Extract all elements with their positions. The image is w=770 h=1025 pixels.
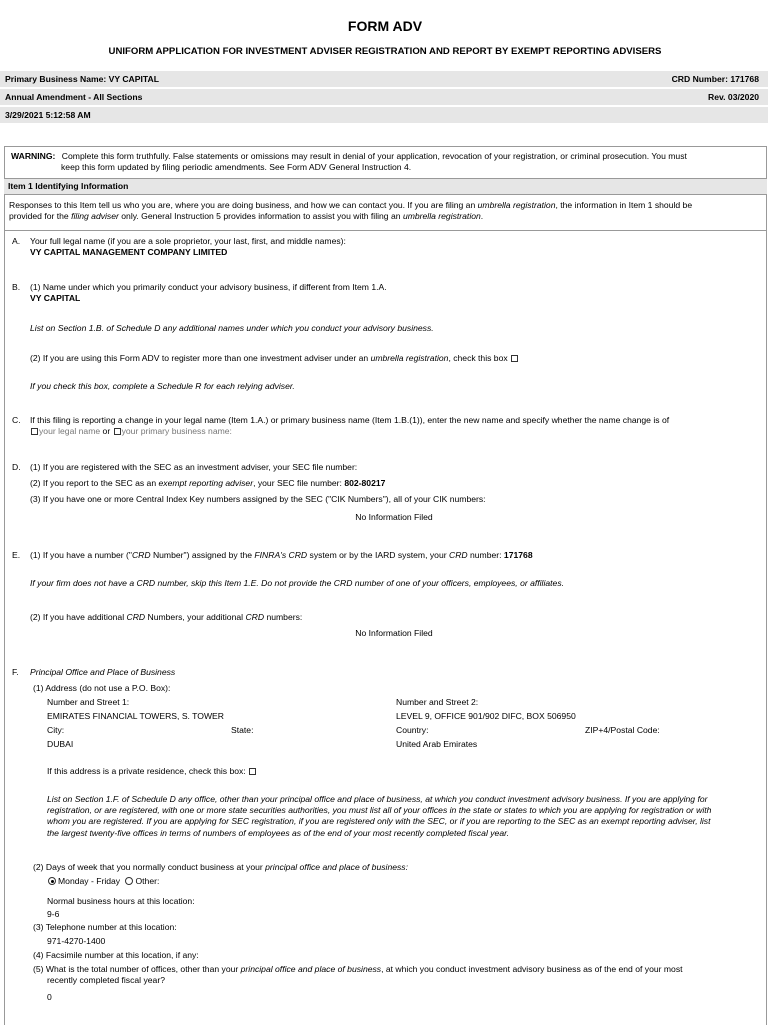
item-f5-text: , at which you conduct investment advisory business as of the end of your most bbox=[381, 964, 683, 974]
item1-intro bbox=[9, 200, 761, 222]
intro-text: Responses to this Item tell us who you are, where you are doing business, and how we can contact you. If you are filing an bbox=[9, 200, 478, 210]
item-f-letter: F. bbox=[12, 667, 19, 677]
item-f5-text-italic: principal office and place of business bbox=[240, 964, 382, 974]
item-e1-text-italic: FINRA's CRD bbox=[254, 550, 308, 560]
item-f-note-line: the largest twenty-five offices in terms of numbers of employees as of the end of your most recently completed fiscal year. bbox=[47, 827, 510, 838]
primary-name-change-checkbox[interactable] bbox=[114, 428, 121, 435]
office-count-value: 0 bbox=[47, 992, 52, 1002]
item-e2-text-italic: CRD bbox=[126, 612, 146, 622]
item-e-letter: E. bbox=[12, 550, 21, 560]
item-e2-text: numbers: bbox=[264, 612, 303, 622]
other-days-radio[interactable] bbox=[125, 877, 133, 885]
item-b1-question: (1) Name under which you primarily conduct your advisory business, if different from Item 1.A. bbox=[30, 282, 387, 292]
form-revision: Rev. 03/2020 bbox=[708, 92, 759, 102]
country-label: Country: bbox=[396, 725, 429, 735]
item-b2-note: If you check this box, complete a Schedule R for each relying adviser. bbox=[30, 381, 295, 391]
item-e1-text: number: bbox=[467, 550, 504, 560]
item-f5-text: recently completed fiscal year? bbox=[47, 975, 165, 986]
street2-label: Number and Street 2: bbox=[396, 697, 479, 707]
legal-name-option-label: your legal name bbox=[39, 426, 101, 437]
item-b-note: List on Section 1.B. of Schedule D any additional names under which you conduct your advisory business. bbox=[30, 323, 434, 333]
item-b2-text: , check this box bbox=[448, 353, 508, 363]
intro-text: , the information in Item 1 should be bbox=[555, 200, 693, 210]
item-f1-question: (1) Address (do not use a P.O. Box): bbox=[33, 683, 171, 693]
street1-label: Number and Street 1: bbox=[47, 697, 130, 707]
item-f-note bbox=[47, 794, 762, 839]
divider bbox=[4, 230, 767, 231]
intro-text: only. General Instruction 5 provides information to assist you with filing an bbox=[118, 211, 403, 222]
intro-text-italic: umbrella registration bbox=[402, 211, 481, 222]
item-e2-text: Numbers, your additional bbox=[145, 612, 246, 622]
cik-numbers-value: No Information Filed bbox=[355, 512, 433, 522]
item1-heading: Item 1 Identifying Information bbox=[8, 181, 129, 191]
item-f-heading: Principal Office and Place of Business bbox=[30, 667, 176, 677]
item-f4-question: (4) Facsimile number at this location, if any: bbox=[33, 950, 199, 960]
state-label: State: bbox=[231, 725, 254, 735]
umbrella-registration-checkbox[interactable] bbox=[511, 355, 518, 362]
hours-value: 9-6 bbox=[47, 909, 60, 919]
item-c-letter: C. bbox=[12, 415, 21, 425]
item-a-letter: A. bbox=[12, 236, 21, 246]
warning-text-1: Complete this form truthfully. False statements or omissions may result in denial of your application, revocation of your registration, or criminal prosecution. You must bbox=[61, 151, 687, 161]
private-residence-checkbox[interactable] bbox=[249, 768, 256, 775]
intro-text-italic: filing adviser bbox=[71, 211, 119, 222]
item-e2-text-italic: CRD bbox=[245, 612, 265, 622]
legal-name-change-checkbox[interactable] bbox=[31, 428, 38, 435]
intro-text-italic: umbrella registration bbox=[477, 200, 556, 210]
other-days-label: Other: bbox=[135, 876, 160, 886]
phone-value: 971-4270-1400 bbox=[47, 936, 106, 946]
item-e-note: If your firm does not have a CRD number, skip this Item 1.E. Do not provide the CRD number of one of your officers, employees, or affiliates. bbox=[30, 578, 565, 588]
item-c-question: If this filing is reporting a change in your legal name (Item 1.A.) or primary business name (Item 1.B.(1)), enter the new name and specify whether the name change is of bbox=[30, 415, 670, 425]
crd-number-value: 171768 bbox=[503, 550, 533, 560]
item-f2-text-italic: principal office and place of business: bbox=[265, 862, 408, 872]
primary-business-name: Primary Business Name: VY CAPITAL bbox=[5, 74, 159, 84]
item-b bbox=[30, 282, 760, 304]
or-label: or bbox=[102, 426, 111, 437]
header-row-amendment bbox=[0, 89, 768, 105]
item-f-note-line: whom you are registered. If you are applying for SEC registration, if you are registered only with the SEC, or if you are reporting to the SEC as an exempt reporting adviser, list bbox=[47, 816, 711, 827]
item-e1-text: system or by the IARD system, your bbox=[307, 550, 449, 560]
item-b2-text: (2) If you are using this Form ADV to register more than one investment adviser under an bbox=[30, 353, 371, 363]
item-d2-text: , your SEC file number: bbox=[253, 478, 345, 489]
item-f5-text: (5) What is the total number of offices, other than your bbox=[33, 964, 241, 974]
sec-file-number-value: 802-80217 bbox=[344, 478, 386, 489]
intro-text: . bbox=[480, 211, 484, 222]
days-options bbox=[46, 876, 159, 887]
crd-number: CRD Number: 171768 bbox=[671, 74, 759, 84]
item-d-letter: D. bbox=[12, 462, 21, 472]
item-e2-text: (2) If you have additional bbox=[30, 612, 127, 622]
item-d2-text: (2) If you report to the SEC as an bbox=[30, 478, 159, 489]
intro-text: provided for the bbox=[9, 211, 72, 222]
filing-timestamp: 3/29/2021 5:12:58 AM bbox=[5, 110, 91, 120]
item-d3-question: (3) If you have one or more Central Index Key numbers assigned by the SEC ("CIK Numbers"), all of your CIK numbers: bbox=[30, 494, 486, 505]
item-e1-text: (1) If you have a number (" bbox=[30, 550, 132, 560]
item-a bbox=[30, 236, 760, 258]
item-d1-question: (1) If you are registered with the SEC as an investment adviser, your SEC file number: bbox=[30, 462, 358, 472]
warning-label: WARNING: bbox=[11, 151, 56, 161]
item-e2 bbox=[30, 612, 760, 623]
item-f-note-line: List on Section 1.F. of Schedule D any office, other than your principal office and place of business, at which you conduct investment advisory business. If you are applying for bbox=[47, 794, 708, 804]
city-label: City: bbox=[47, 725, 65, 735]
item-f5 bbox=[33, 964, 763, 986]
zip-label: ZIP+4/Postal Code: bbox=[585, 725, 660, 735]
country-value: United Arab Emirates bbox=[396, 739, 478, 749]
legal-name-value: VY CAPITAL MANAGEMENT COMPANY LIMITED bbox=[30, 247, 228, 258]
item-f3-question: (3) Telephone number at this location: bbox=[33, 922, 177, 932]
item-a-question: Your full legal name (if you are a sole proprietor, your last, first, and middle names): bbox=[30, 236, 346, 246]
monday-friday-label: Monday - Friday bbox=[58, 876, 121, 886]
item-b-letter: B. bbox=[12, 282, 21, 292]
hours-label: Normal business hours at this location: bbox=[47, 896, 195, 906]
header-row-business bbox=[0, 71, 768, 87]
item-e1 bbox=[30, 550, 760, 561]
item-d bbox=[30, 462, 760, 506]
item-e1-text-italic: CRD bbox=[448, 550, 468, 560]
form-subtitle: UNIFORM APPLICATION FOR INVESTMENT ADVISER REGISTRATION AND REPORT BY EXEMPT REPORTING ADVISERS bbox=[108, 46, 662, 57]
header-row-timestamp bbox=[0, 107, 768, 123]
amendment-type: Annual Amendment - All Sections bbox=[5, 92, 143, 102]
item-f2 bbox=[33, 862, 763, 873]
item-f2-text: (2) Days of week that you normally conduct business at your bbox=[33, 862, 266, 872]
primary-name-option-label: your primary business name: bbox=[121, 426, 232, 437]
item-e1-text-italic: CRD bbox=[131, 550, 151, 560]
item-c bbox=[30, 415, 760, 437]
business-name-value: VY CAPITAL bbox=[30, 293, 81, 304]
city-value: DUBAI bbox=[47, 739, 74, 749]
item-b2-text-italic: umbrella registration bbox=[370, 353, 449, 363]
private-residence-label: If this address is a private residence, check this box: bbox=[47, 766, 246, 776]
item-d2-text-italic: exempt reporting adviser bbox=[158, 478, 254, 489]
additional-crd-value: No Information Filed bbox=[355, 628, 433, 638]
warning-text-2: keep this form updated by filing periodic amendments. See Form ADV General Instruction 4. bbox=[61, 162, 412, 173]
item-b2 bbox=[30, 353, 760, 364]
warning-block bbox=[11, 151, 761, 173]
street2-value: LEVEL 9, OFFICE 901/902 DIFC, BOX 506950 bbox=[396, 711, 576, 721]
item1-heading-bar bbox=[4, 179, 767, 194]
monday-friday-radio[interactable] bbox=[48, 877, 56, 885]
private-residence-row bbox=[47, 766, 257, 777]
form-title: FORM ADV bbox=[347, 18, 423, 34]
divider bbox=[4, 194, 767, 195]
item-e1-text: Number") assigned by the bbox=[150, 550, 255, 560]
item-f-note-line: registration, or are registered, with one or more state securities authorities, you must list all of your offices in the state or states to which you are applying for registration or with bbox=[47, 805, 712, 816]
street1-value: EMIRATES FINANCIAL TOWERS, S. TOWER bbox=[47, 711, 224, 721]
